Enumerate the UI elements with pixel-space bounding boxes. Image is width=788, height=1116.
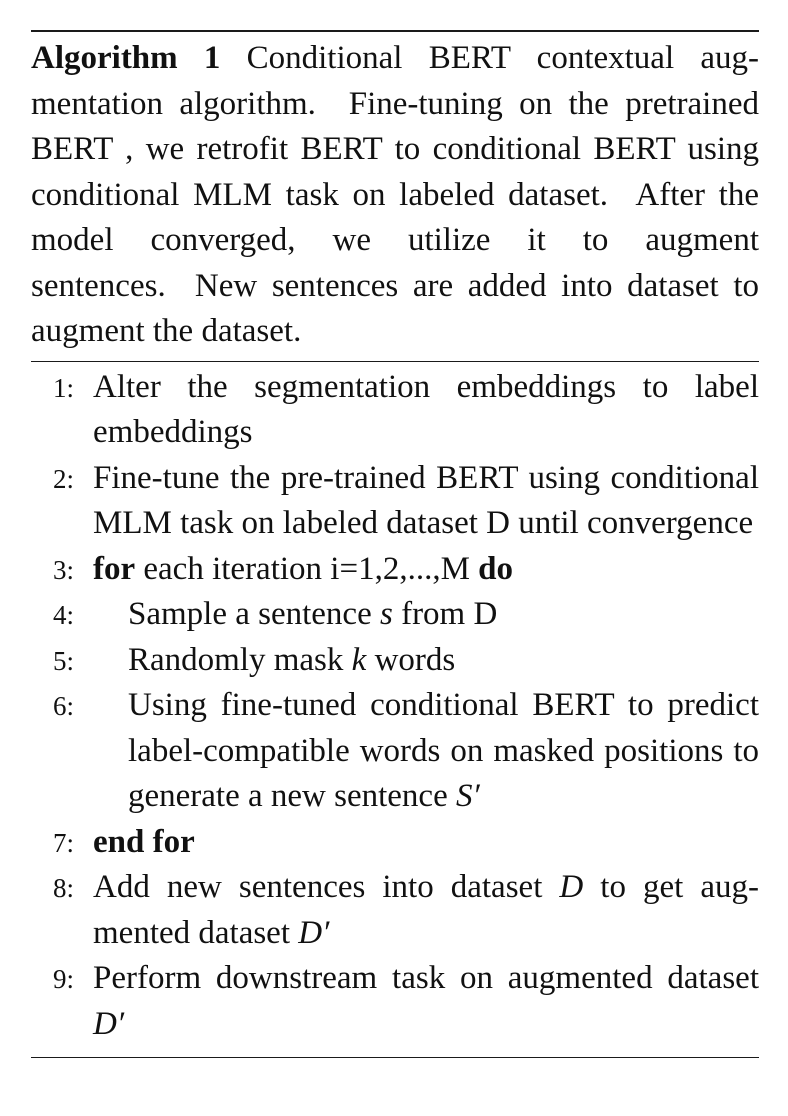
step-number: 1: [52, 372, 74, 403]
keyword-for: for [93, 550, 136, 587]
keyword-end-for: end for [93, 823, 195, 860]
step-number: 4: [52, 600, 74, 630]
step-number: 2: [52, 463, 74, 494]
step-number: 8: [52, 873, 74, 903]
algorithm-label: Algorithm 1 [31, 40, 221, 76]
step-6 [31, 683, 759, 820]
caption-text: Conditional BERT contextual augmentation algorithm. Fine-tuning on the pretrained BERT , we retrofit BERT to conditional BERT using conditional MLM task on labeled dataset. After the model converged, we utilize it to augment sentences. New sentences are added into dataset to augment the dataset. [31, 40, 760, 349]
step-2 [31, 456, 759, 547]
step-text: each iteration i=1,2,...,M [135, 550, 479, 587]
step-text: Randomly mask [128, 641, 352, 678]
step-text: Using fine-tuned conditional BERT to predict label-compatible words on masked positions to generate a new sentence [128, 687, 759, 814]
step-number: 9: [52, 964, 74, 994]
math-var: D [559, 869, 584, 905]
step-number: 6: [52, 691, 74, 721]
step-text: Perform downstream task on augmented dataset [93, 960, 759, 996]
step-7 [31, 820, 759, 866]
step-text-end: from D [392, 596, 498, 632]
algorithm-caption [31, 36, 759, 355]
top-rule [31, 30, 759, 32]
step-4 [31, 592, 759, 638]
bottom-rule [31, 1057, 759, 1058]
step-3 [31, 547, 759, 593]
step-text: Alter the segmentation embeddings to label embeddings [93, 368, 759, 450]
keyword-do: do [478, 550, 514, 587]
caption-rule [31, 361, 759, 362]
step-number: 3: [52, 554, 74, 585]
step-5 [31, 638, 759, 684]
algorithm-block [31, 30, 759, 1058]
step-text: Add new sentences into dataset [93, 869, 560, 905]
step-1 [31, 365, 759, 456]
step-number: 7: [52, 827, 74, 858]
math-var: k [351, 641, 367, 678]
step-text-end: words [366, 641, 456, 678]
step-text-mid: to get augmented dataset [93, 869, 759, 951]
math-var: D′ [93, 1005, 125, 1042]
step-9 [31, 956, 759, 1047]
step-number: 5: [52, 645, 74, 676]
step-8 [31, 865, 759, 956]
step-text: Sample a sentence [128, 596, 380, 632]
algorithm-steps [31, 365, 759, 1048]
math-var-2: D′ [298, 914, 330, 951]
math-var: s [379, 596, 393, 632]
math-var: S′ [455, 778, 480, 814]
step-text: Fine-tune the pre-trained BERT using conditional MLM task on labeled dataset D until convergence [93, 459, 759, 541]
